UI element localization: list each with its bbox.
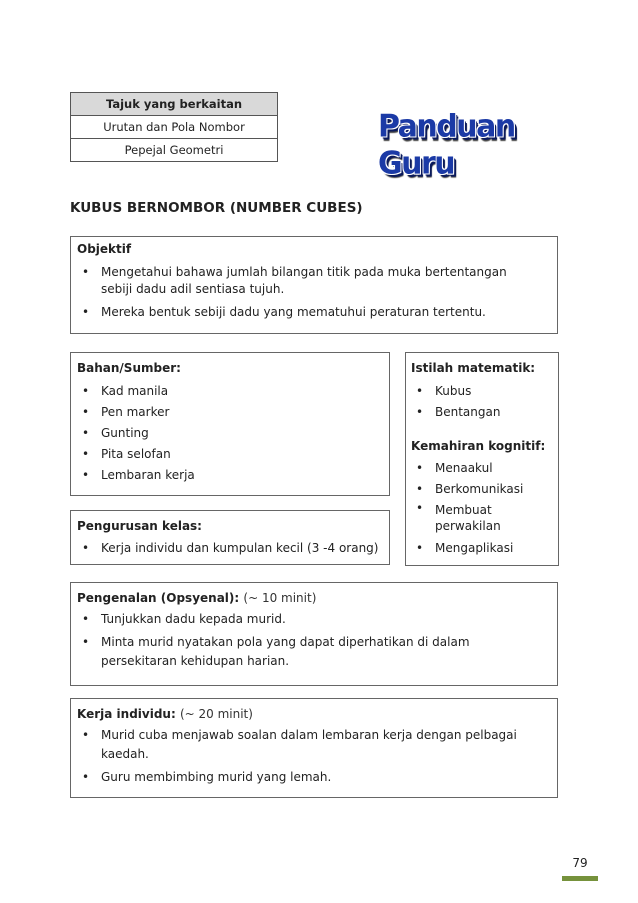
list-item: • Kubus bbox=[411, 381, 553, 402]
list-item: • Pen marker bbox=[77, 402, 383, 423]
list-item: • Murid cuba menjawab soalan dalam lembaran kerja dengan pelbagai kaedah. bbox=[77, 726, 551, 764]
related-topic-item: Pepejal Geometri bbox=[71, 139, 278, 162]
related-topic-item: Urutan dan Pola Nombor bbox=[71, 116, 278, 139]
kemahiran-heading: Kemahiran kognitif: bbox=[411, 439, 546, 453]
list-item: • Guru membimbing murid yang lemah. bbox=[77, 768, 551, 787]
list-item: • Menaakul bbox=[411, 458, 553, 479]
istilah-list bbox=[411, 381, 553, 423]
pengurusan-kelas-box bbox=[70, 510, 390, 565]
objektif-list bbox=[77, 264, 551, 321]
page-title: KUBUS BERNOMBOR (NUMBER CUBES) bbox=[70, 200, 363, 216]
pengurusan-list bbox=[77, 538, 383, 558]
list-item: • Kad manila bbox=[77, 381, 383, 402]
pengenalan-list bbox=[77, 610, 551, 671]
list-item: • Minta murid nyatakan pola yang dapat diperhatikan di dalam persekitaran kehidupan harian. bbox=[77, 633, 551, 671]
page-number: 79 bbox=[572, 856, 588, 870]
list-item: • Kerja individu dan kumpulan kecil (3 -4 orang) bbox=[77, 538, 383, 558]
list-item: • Mengetahui bahawa jumlah bilangan titik pada muka bertentangan sebiji dadu adil sentiasa tujuh. bbox=[77, 264, 551, 298]
pengurusan-heading: Pengurusan kelas: bbox=[77, 519, 202, 533]
kerja-title: Kerja individu: bbox=[77, 707, 176, 721]
pengenalan-time: (~ 10 minit) bbox=[243, 591, 317, 605]
bahan-heading: Bahan/Sumber: bbox=[77, 361, 181, 375]
objektif-box bbox=[70, 236, 558, 334]
objektif-heading: Objektif bbox=[77, 242, 132, 256]
kemahiran-list bbox=[411, 458, 553, 559]
pengenalan-title: Pengenalan (Opsyenal): bbox=[77, 591, 240, 605]
list-item: • Membuat perwakilan bbox=[411, 500, 553, 534]
list-item: • Gunting bbox=[77, 423, 383, 444]
list-item: • Lembaran kerja bbox=[77, 465, 383, 486]
related-topics-header: Tajuk yang berkaitan bbox=[71, 93, 278, 116]
istilah-heading: Istilah matematik: bbox=[411, 361, 536, 375]
bahan-sumber-box bbox=[70, 352, 390, 496]
list-item: • Pita selofan bbox=[77, 444, 383, 465]
istilah-kemahiran-box bbox=[405, 352, 559, 566]
related-topics-table bbox=[70, 92, 278, 162]
bahan-list bbox=[77, 381, 383, 486]
kerja-list bbox=[77, 726, 551, 787]
list-item: • Tunjukkan dadu kepada murid. bbox=[77, 610, 551, 629]
pengenalan-heading bbox=[77, 591, 551, 605]
kerja-heading bbox=[77, 707, 551, 721]
kerja-time: (~ 20 minit) bbox=[179, 707, 253, 721]
list-item: • Berkomunikasi bbox=[411, 479, 553, 500]
footer-bar bbox=[562, 876, 598, 881]
list-item: • Mengaplikasi bbox=[411, 538, 553, 559]
kerja-individu-box bbox=[70, 698, 558, 798]
pengenalan-box bbox=[70, 582, 558, 686]
list-item: • Bentangan bbox=[411, 402, 553, 423]
panduan-guru-logo: Panduan Guru bbox=[378, 108, 515, 182]
list-item: • Mereka bentuk sebiji dadu yang mematuhui peraturan tertentu. bbox=[77, 304, 551, 321]
